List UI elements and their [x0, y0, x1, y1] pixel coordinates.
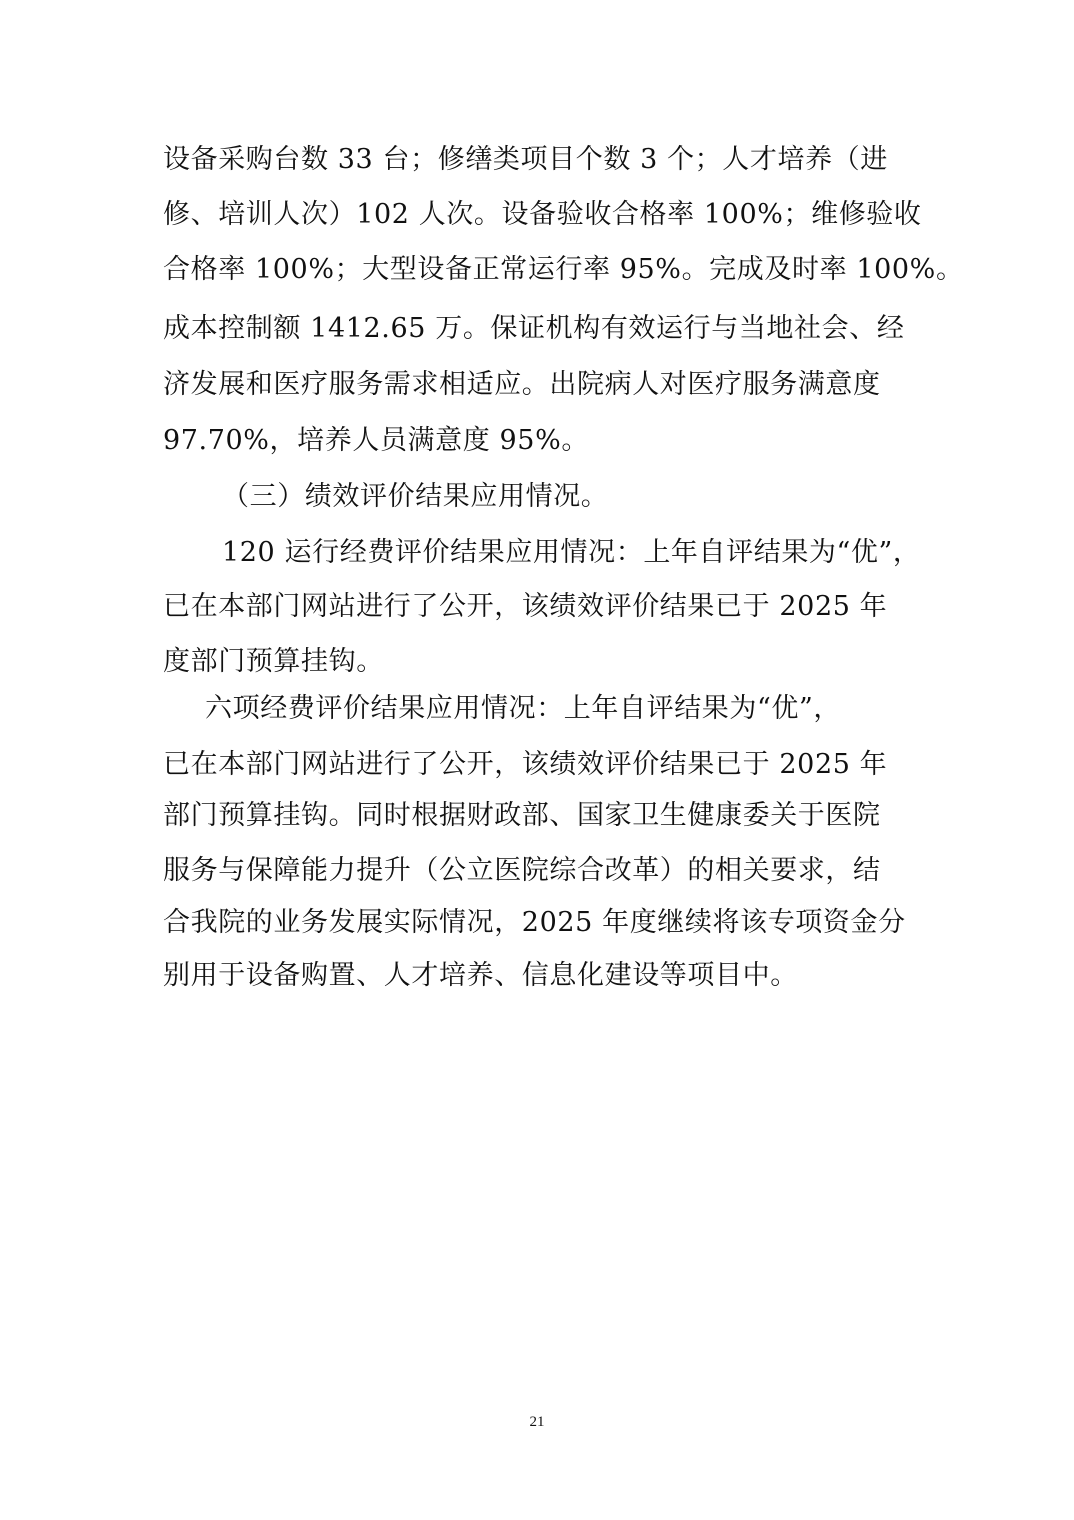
paragraph-line: 已在本部门网站进行了公开，该绩效评价结果已于 2025 年: [163, 749, 888, 780]
paragraph-line: 合我院的业务发展实际情况，2025 年度继续将该专项资金分: [163, 907, 906, 938]
paragraph-line: 已在本部门网站进行了公开，该绩效评价结果已于 2025 年: [163, 591, 888, 622]
paragraph-line: 服务与保障能力提升（公立医院综合改革）的相关要求，结: [163, 855, 881, 886]
paragraph-line: 修、培训人次）102 人次。设备验收合格率 100%；维修验收: [163, 199, 922, 230]
paragraph-line: 97.70%，培养人员满意度 95%。: [163, 425, 589, 456]
paragraph-line: 度部门预算挂钩。: [163, 646, 384, 677]
section-heading: （三）绩效评价结果应用情况。: [222, 481, 609, 512]
paragraph-line: 六项经费评价结果应用情况：上年自评结果为“优”，: [205, 693, 842, 724]
paragraph-line: 120 运行经费评价结果应用情况：上年自评结果为“优”，: [222, 537, 921, 568]
paragraph-line: 别用于设备购置、人才培养、信息化建设等项目中。: [163, 960, 798, 991]
paragraph-line: 济发展和医疗服务需求相适应。出院病人对医疗服务满意度: [163, 369, 881, 400]
paragraph-line: 合格率 100%；大型设备正常运行率 95%。完成及时率 100%。: [163, 254, 964, 285]
paragraph-line: 成本控制额 1412.65 万。保证机构有效运行与当地社会、经: [163, 313, 905, 344]
paragraph-line: 部门预算挂钩。同时根据财政部、国家卫生健康委关于医院: [163, 800, 881, 831]
paragraph-line: 设备采购台数 33 台；修缮类项目个数 3 个；人才培养（进: [163, 144, 888, 175]
page-number: 21: [529, 1414, 545, 1430]
